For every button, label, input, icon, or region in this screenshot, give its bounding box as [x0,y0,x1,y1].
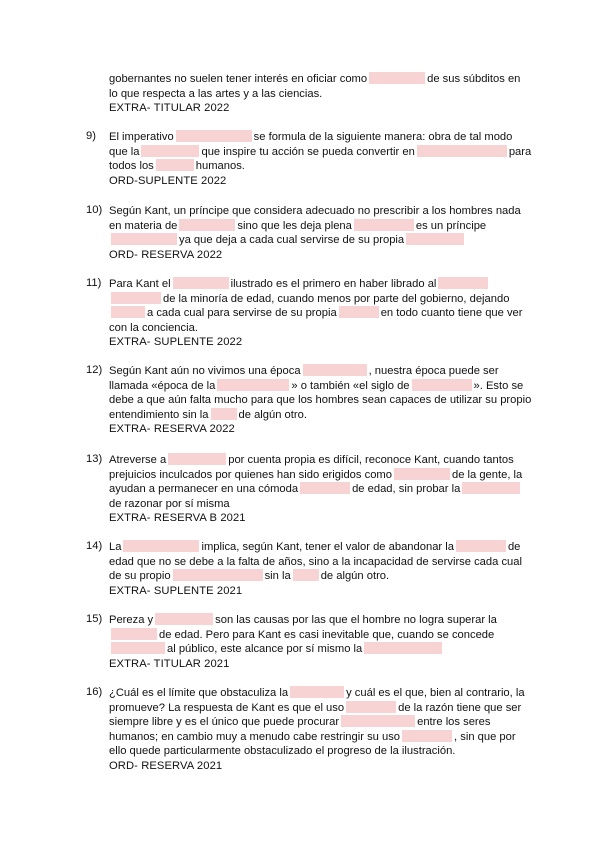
answer-blank[interactable] [211,408,237,420]
answer-blank[interactable] [173,569,263,581]
question-number: 15) [86,613,103,625]
question-line [109,555,522,570]
question-text: son las causas por las que el hombre no logra superar la [215,614,497,626]
question-line [109,482,522,497]
answer-blank[interactable] [406,233,464,245]
answer-blank[interactable] [173,277,229,289]
answer-blank[interactable] [155,613,213,625]
answer-blank[interactable] [290,686,344,698]
question-line [109,233,466,248]
question-line [109,408,307,423]
question-text: al público, este alcance por sí mismo la [167,643,363,656]
question-text: ilustrado es el primero en haber librado al [230,278,437,290]
question-line [109,321,198,336]
question-text: gobernantes no suelen tener interés en oficiar como [109,73,368,85]
exam-tag: EXTRA- RESERVA 2022 [109,423,235,436]
question-text: a cada cual para servirse de su propia [147,307,337,320]
question-line [109,87,322,102]
answer-blank[interactable] [303,364,367,376]
question-text: humanos; en cambio muy a menudo cabe restringir su uso [109,730,401,743]
question-line [109,701,521,716]
question-number: 13) [86,453,103,465]
question-number: 16) [86,686,103,698]
question-text: lo que respecta a las artes y a las ciencias. [109,87,323,100]
question-line [109,277,490,292]
answer-blank[interactable] [111,306,145,318]
question-text: con la conciencia. [109,321,198,334]
question-text: siempre libre y es el único que puede procurar [109,716,340,729]
question-text: de la razón tiene que ser [398,701,522,714]
exam-tag: EXTRA- SUPLENTE 2021 [109,584,243,597]
exam-tag: EXTRA- RESERVA B 2021 [109,512,246,525]
question-text: Según Kant aún no vivimos una época [109,365,301,377]
exam-tag: ORD- RESERVA 2022 [109,248,223,261]
question-text: ». Esto se [473,379,524,392]
exam-tag: ORD-SUPLENTE 2022 [109,174,227,187]
question-line [109,379,523,394]
answer-blank[interactable] [417,145,507,157]
question-number: 11) [86,277,102,289]
question-text: sin la [264,570,291,583]
question-number: 14) [86,540,103,552]
question-line [109,715,490,730]
answer-blank[interactable] [111,628,157,640]
answer-blank[interactable] [354,219,414,231]
question-line [109,219,486,234]
question-number: 12) [86,364,103,376]
question-line [109,730,516,745]
question-text: de edad. Pero para Kant es casi inevitable que, cuando se concede [159,628,495,641]
answer-blank[interactable] [394,468,450,480]
answer-blank[interactable] [412,379,472,391]
answer-blank[interactable] [217,379,289,391]
question-line [109,130,512,145]
question-line [109,393,531,408]
question-text: Atreverse a [109,454,167,466]
answer-blank[interactable] [300,482,350,494]
question-text: ello quede particularmente obstaculizado el progreso de la ilustración. [109,745,456,758]
question-text: sino que les deja plena [237,219,352,232]
exam-tag: ORD- RESERVA 2021 [109,760,223,772]
question-line [109,306,523,321]
question-text: debe a que aún falta mucho para que los hombres sean capaces de utilizar su propio [109,394,532,407]
question-text: edad que no se debe a la falta de años, sino a la incapacidad de servirse cada cual [109,555,522,568]
question-text: La [109,541,122,553]
question-text: de la minoría de edad, cuando menos por parte del gobierno, dejando [163,292,510,305]
exam-tag: EXTRA- TITULAR 2022 [109,102,230,115]
question-text: de [507,541,521,553]
answer-blank[interactable] [123,540,199,552]
answer-blank[interactable] [111,292,161,304]
exam-tag: EXTRA- TITULAR 2021 [109,657,230,670]
question-line [109,159,245,174]
question-line [109,744,455,759]
question-text: para [508,145,532,158]
question-line [109,497,230,512]
question-text: de su propio [109,570,171,583]
question-text: entendimiento sin la [109,408,209,421]
question-line [109,628,494,643]
question-line [109,569,389,584]
question-text: » o también «el siglo de [291,379,410,392]
question-text: humanos. [195,160,245,173]
question-text: implica, según Kant, tener el valor de abandonar la [201,541,454,553]
question-text: es un príncipe [415,219,487,232]
question-text: de la gente, la [451,468,523,481]
question-text: ¿Cuál es el límite que obstaculiza la [109,687,289,699]
question-text: ayudan a permanecer en una cómoda [109,483,299,496]
question-text: , sin que por [454,730,516,743]
question-text: por cuenta propia es difícil, reconoce Kant, cuando tantos [228,454,514,466]
question-line [109,364,499,379]
question-line [109,292,509,307]
answer-blank[interactable] [111,642,165,654]
question-line [109,613,497,628]
question-text: de edad, sin probar la [352,483,461,496]
question-text: de razonar por sí misma [109,497,230,510]
question-line [109,468,522,483]
question-number: 9) [86,130,96,142]
question-text: en todo cuanto tiene que ver [380,307,523,320]
question-text: en materia de [109,219,178,232]
question-text: ya que deja a cada cual servirse de su propia [179,234,405,247]
answer-blank[interactable] [176,130,252,142]
question-text: , nuestra época puede ser [368,365,499,377]
answer-blank[interactable] [339,306,379,318]
question-text: prejuicios inculcados por quienes han sido erigidos como [109,468,392,481]
question-text: y cuál es el que, bien al contrario, la [346,687,525,699]
question-text: que inspire tu acción se pueda convertir en [201,145,415,158]
question-text: promueve? La respuesta de Kant es que el uso [109,701,345,714]
question-text: de sus súbditos en [427,73,521,85]
answer-blank[interactable] [462,482,520,494]
question-text: Pereza y [109,614,154,626]
exam-tag: EXTRA- SUPLENTE 2022 [109,336,243,349]
question-line [109,453,514,468]
question-text: que la [109,145,140,158]
answer-blank[interactable] [456,540,506,552]
question-line [109,686,525,701]
question-text: todos los [109,160,154,173]
question-text: llamada «época de la [109,379,216,392]
answer-blank[interactable] [141,145,199,157]
question-line [109,204,521,219]
answer-blank[interactable] [293,569,319,581]
answer-blank[interactable] [156,159,194,171]
question-text: de algún otro. [238,408,307,421]
question-text: Para Kant el [109,278,171,290]
question-line [109,72,520,87]
answer-blank[interactable] [438,277,488,289]
question-text: de algún otro. [320,570,390,583]
answer-blank[interactable] [341,715,415,727]
answer-blank[interactable] [364,642,442,654]
answer-blank[interactable] [346,701,396,713]
answer-blank[interactable] [168,453,226,465]
question-text: entre los seres [417,716,491,729]
question-text: Según Kant, un príncipe que considera adecuado no prescribir a los hombres nada [109,205,521,217]
question-line [109,145,531,160]
answer-blank[interactable] [369,72,425,84]
answer-blank[interactable] [402,730,452,742]
question-text: El imperativo [109,131,174,143]
question-number: 10) [86,204,103,216]
question-line [109,642,444,657]
answer-blank[interactable] [179,219,235,231]
answer-blank[interactable] [111,233,177,245]
question-line [109,540,520,555]
question-text: se formula de la siguiente manera: obra de tal modo [253,131,513,143]
